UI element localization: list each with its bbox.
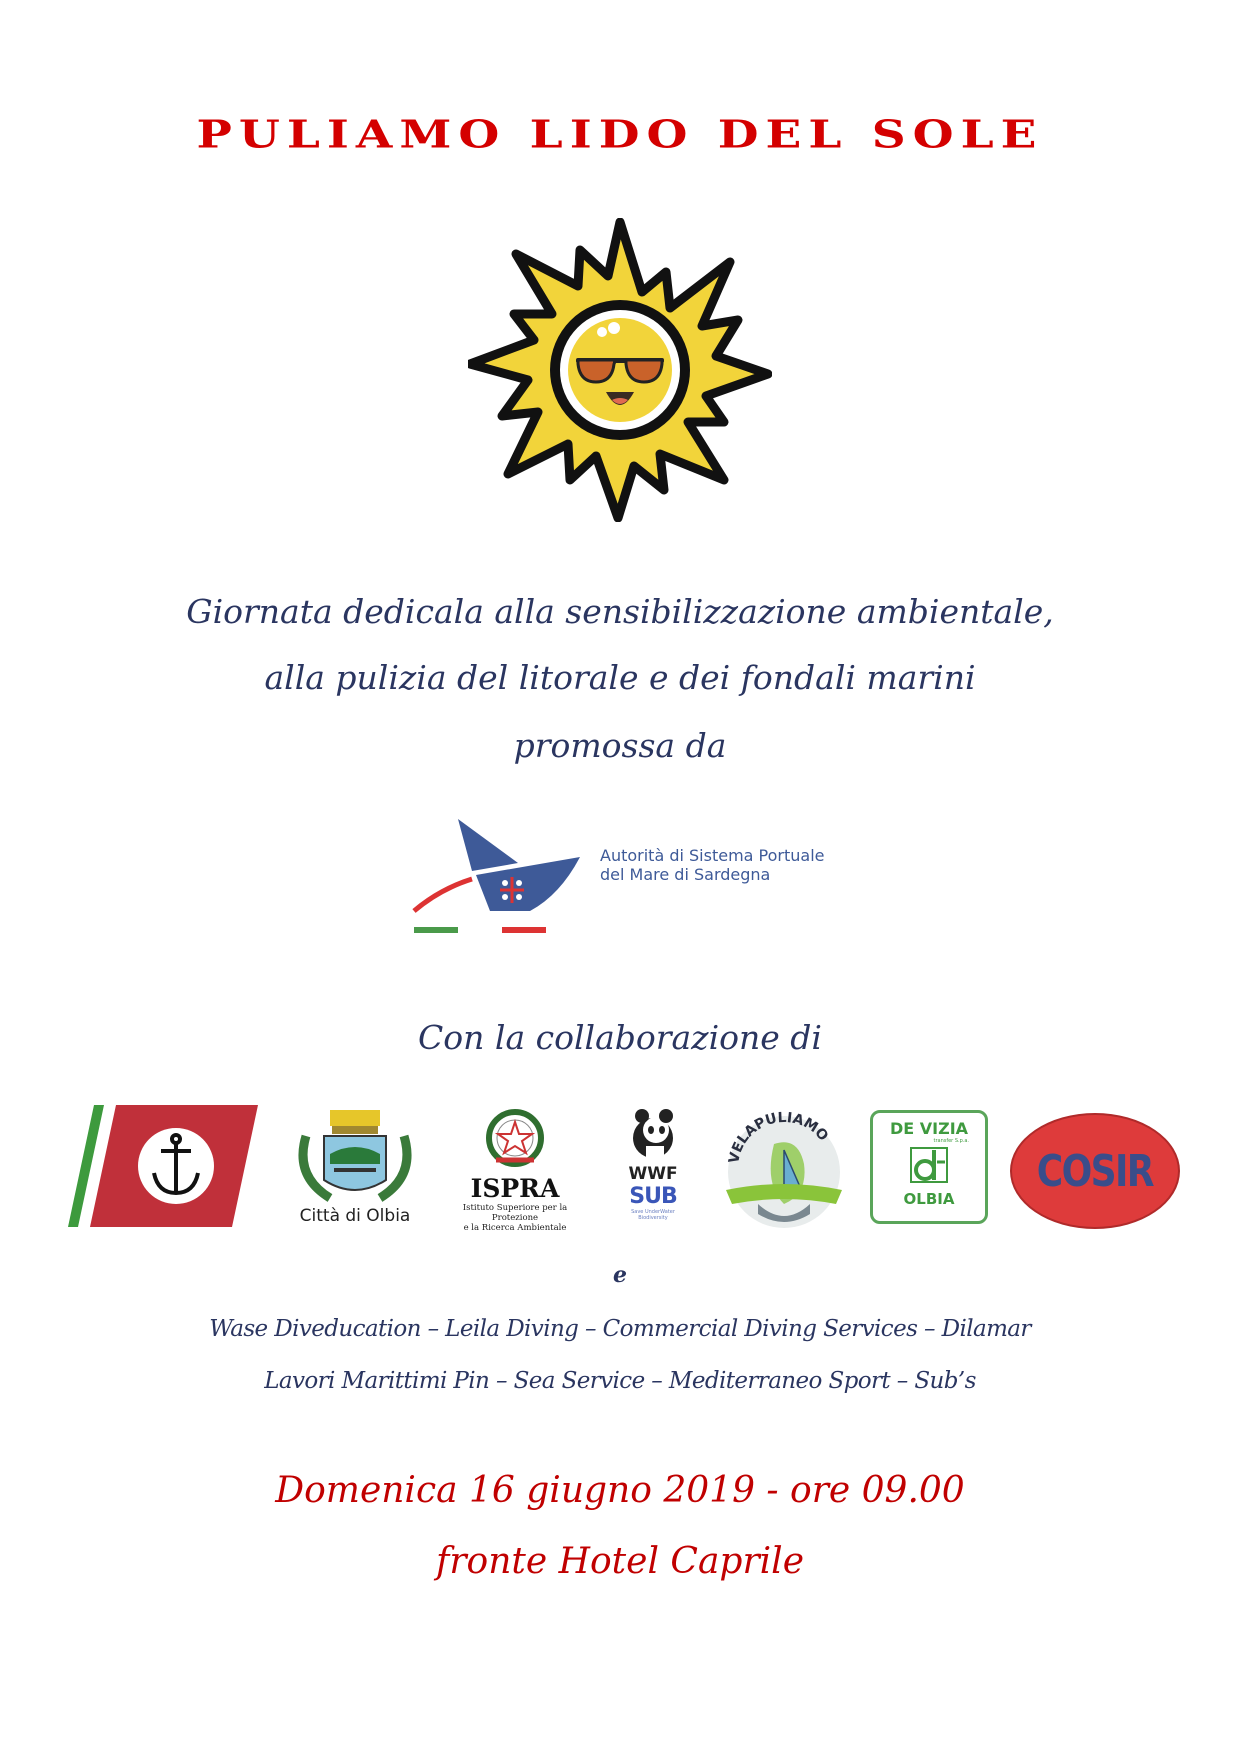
intro-line-3: promossa da [513, 726, 727, 765]
event-location: fronte Hotel Caprile [436, 1541, 804, 1582]
logo-de-vizia [870, 1110, 988, 1224]
sub-tagline-1: Save UnderWater [631, 1209, 675, 1215]
collaboration-heading: Con la collaborazione di [418, 1018, 822, 1057]
event-datetime: Domenica 16 giugno 2019 - ore 09.00 [275, 1470, 965, 1511]
logo-wwf-sub [618, 1108, 688, 1234]
wwf-label: WWF [628, 1164, 678, 1184]
sub-tagline-2: Biodiversity [638, 1215, 668, 1221]
ispra-sublabel-1: Istituto Superiore per la Protezione [462, 1203, 568, 1223]
logo-cosir [1010, 1113, 1180, 1229]
coast-guard-anchor-icon [68, 1105, 258, 1227]
ispra-label: ISPRA [470, 1174, 560, 1203]
logo-ispra [440, 1108, 590, 1232]
italian-republic-emblem-icon [440, 1108, 590, 1170]
logo-velapuliamo [718, 1108, 850, 1232]
port-authority-name [600, 846, 825, 884]
partners-line-2: Lavori Marittimi Pin – Sea Service – Mediterraneo Sport – Sub’s [264, 1368, 976, 1394]
sun-with-sunglasses-icon [468, 218, 772, 522]
panda-icon [618, 1108, 688, 1160]
velapuliamo-label: VELAPULIAMO [726, 1109, 832, 1165]
sub-label: SUB [629, 1184, 677, 1209]
devizia-sublabel: transfer S.p.a. [933, 1138, 969, 1144]
ispra-sublabel-2: e la Ricerca Ambientale [463, 1223, 567, 1233]
poster-title: PULIAMO LIDO DEL SOLE [196, 112, 1044, 158]
port-authority-name-line-1: Autorità di Sistema Portuale [600, 846, 825, 865]
intro-line-2: alla pulizia del litorale e dei fondali marini [264, 658, 976, 697]
intro-line-1: Giornata dedicala alla sensibilizzazione ambientale, [186, 592, 1054, 631]
sailboat-hands-icon [718, 1108, 850, 1232]
de-vizia-mark-icon [873, 1144, 985, 1186]
devizia-city: OLBIA [903, 1190, 955, 1208]
devizia-label: DE VIZIA [889, 1119, 969, 1138]
conjunction: e [613, 1262, 627, 1288]
olbia-label: Città di Olbia [299, 1206, 411, 1226]
port-authority-ship-icon [410, 815, 590, 935]
olbia-coat-of-arms-icon [290, 1106, 420, 1202]
logo-citta-di-olbia [290, 1106, 420, 1230]
cosir-label: COSIR [1036, 1145, 1154, 1197]
port-authority-name-line-2: del Mare di Sardegna [600, 865, 771, 884]
partners-line-1: Wase Diveducation – Leila Diving – Commercial Diving Services – Dilamar [209, 1316, 1031, 1342]
